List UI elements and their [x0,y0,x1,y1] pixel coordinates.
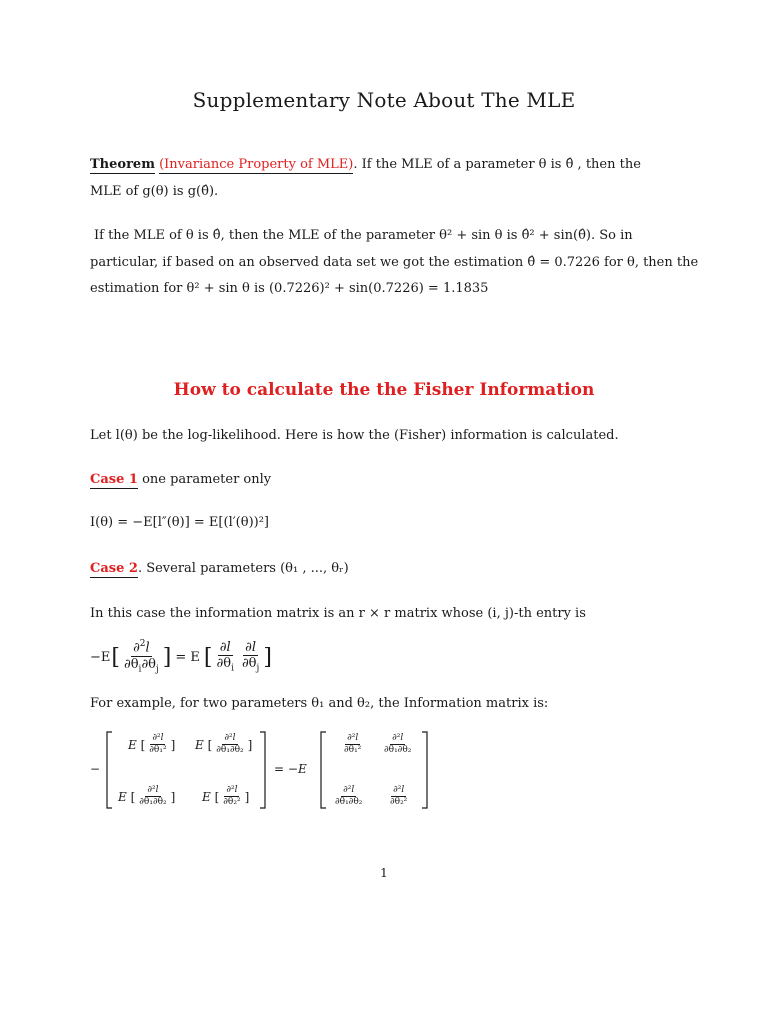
example-line-1: If the MLE of θ is θ̂, then the MLE of the parameter θ² + sin θ is θ̂² + sin(θ̂). So in [94,228,633,243]
page-number: 1 [380,866,388,880]
theorem-label: Theorem [90,157,155,172]
matrix-minus-sign: − [90,762,101,776]
rmatrix-cell-11: $\frac{\text{∂²l}}{\text{∂θ₁²}}$ [344,733,362,755]
matrix-cell-12: E [ $\frac{\text{∂²l}}{\text{∂θ₁∂θ₂}}$ ] [195,733,253,755]
theorem-text-2: MLE of g(θ) is g(θ̂). [90,184,219,199]
matrix-cell-11: E [ $\frac{\text{∂²l}}{\text{∂θ₁²}}$ ] [128,733,176,755]
example-intro: For example, for two parameters θ₁ and θ₂, the Information matrix is: [90,696,549,711]
entry-formula-eq: = E [175,650,200,665]
fisher-intro: Let l(θ) be the log-likelihood. Here is how the (Fisher) information is calculated. [90,428,619,443]
case-2-text: . Several parameters (θ₁ , ..., θᵣ) [137,561,349,576]
page-title: Supplementary Note About The MLE [192,88,576,112]
case-1-text: one parameter only [137,472,272,487]
case-2-label: Case 2 [90,561,138,576]
entry-formula: −E [ $\frac{\partial^2l}{\partial\theta_i\partial\theta_j}$ ] = E [ $\frac{\partial l}{\partial\theta_i}$ $\frac{\partial l}{\partial\theta_j}$ ] [90,639,272,675]
second-derivative-fraction: $\frac{\partial^2l}{\partial\theta_i\partial\theta_j}$ [123,639,159,675]
case-1-label: Case 1 [90,472,138,487]
theorem-name: (Invariance Property of MLE) [159,157,354,172]
rmatrix-cell-21: $\frac{\text{∂²l}}{\text{∂θ₁∂θ₂}}$ [335,785,363,807]
theorem-text-1: . If the MLE of a parameter θ is θ̂ , then the [353,157,641,172]
matrix-equals-neg-e: = −E [274,762,307,776]
case-1-formula: I(θ) = −E[l″(θ)] = E[(l′(θ))²] [90,515,269,530]
section-heading: How to calculate the the Fisher Information [173,380,595,400]
matrix-intro: In this case the information matrix is an r × r matrix whose (i, j)-th entry is [90,606,586,621]
matrix-cell-21: E [ $\frac{\text{∂²l}}{\text{∂θ₁∂θ₂}}$ ] [118,785,176,807]
entry-formula-lhs: −E [90,650,111,665]
matrix-cell-22: E [ $\frac{\text{∂²l}}{\text{∂θ₂²}}$ ] [202,785,250,807]
example-line-2: particular, if based on an observed data set we got the estimation θ̂ = 0.7226 for θ, then the [90,255,699,270]
rmatrix-cell-12: $\frac{\text{∂²l}}{\text{∂θ₁∂θ₂}}$ [384,733,412,755]
rmatrix-cell-22: $\frac{\text{∂²l}}{\text{∂θ₂²}}$ [390,785,408,807]
example-line-3: estimation for θ² + sin θ is (0.7226)² + sin(0.7226) = 1.1835 [90,281,489,296]
